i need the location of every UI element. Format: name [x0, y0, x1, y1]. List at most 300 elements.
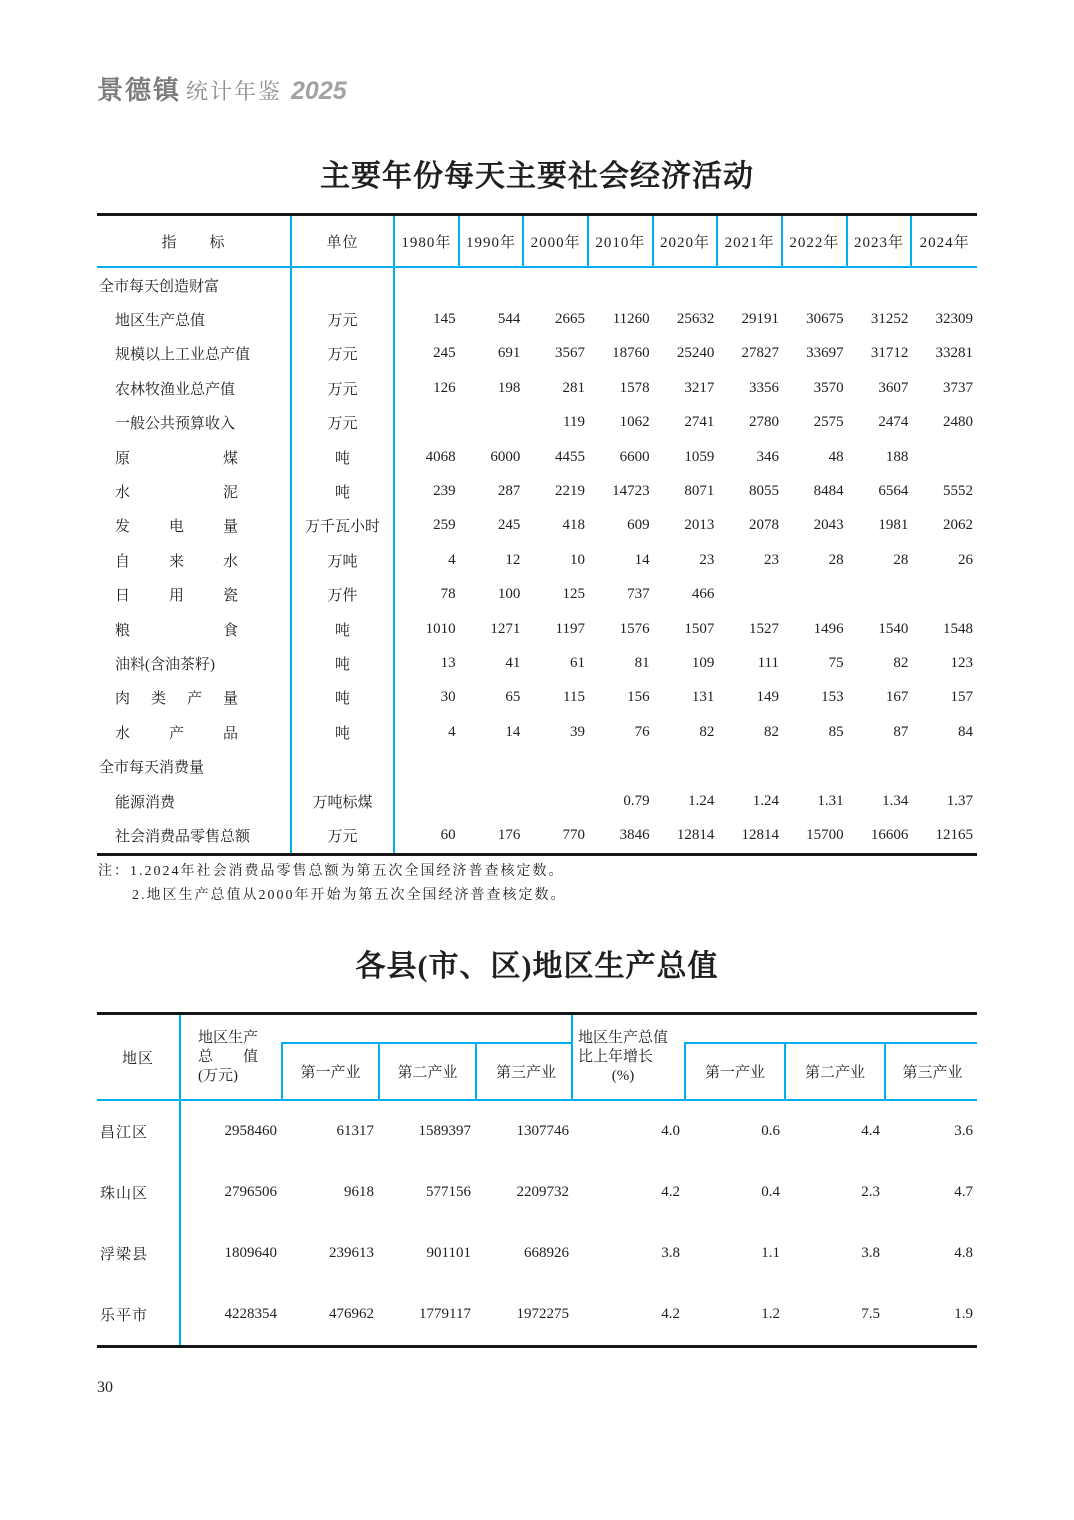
value-cell: 131 [691, 689, 715, 706]
value-cell: 3570 [813, 379, 844, 396]
value-cell [654, 749, 719, 783]
value-cell: 157 [950, 689, 973, 706]
region-label: 昌江区 [97, 1101, 181, 1162]
indicator-text: 地区生产总值 [115, 313, 206, 330]
table1-row [97, 749, 977, 783]
value-cell: 14 [505, 723, 521, 740]
value-cell: 87 [893, 723, 909, 740]
table1-row [97, 440, 977, 474]
growth-label-line2: 比上年增长 [578, 1048, 654, 1065]
indicator-text: 油料(含油茶籽) [115, 656, 215, 673]
table2-row [97, 1162, 977, 1223]
value-cell: 16606 [870, 826, 909, 843]
value-cell: 126 [433, 379, 456, 396]
value-cell: 1507 [684, 620, 715, 637]
value-cell: 25240 [676, 345, 715, 362]
value-cell: 2741 [684, 414, 715, 431]
value-cell: 2665 [554, 311, 585, 328]
indicator-label [97, 543, 292, 577]
value-cell: 125 [562, 586, 585, 603]
value-cell: 2575 [813, 414, 844, 431]
value-cell [524, 784, 589, 818]
indicator-text: 粮食 [115, 622, 238, 639]
value-cell: 5552 [942, 483, 973, 500]
value-cell [783, 578, 848, 612]
value-cell: 239 [433, 483, 456, 500]
value-cell: 1981 [878, 517, 909, 534]
table1-title: 主要年份每天主要社会经济活动 [320, 160, 754, 193]
gdp-label-line3: (万元) [198, 1067, 238, 1084]
value-cell: 2062 [942, 517, 973, 534]
value-cell: 245 [433, 345, 456, 362]
value-cell: 15700 [806, 826, 844, 843]
value-cell: 2958460 [224, 1123, 277, 1139]
table1-row [97, 474, 977, 508]
indicator-text: 一般公共预算收入 [115, 416, 236, 433]
value-cell: 6600 [619, 448, 650, 465]
growth-label-line3: (%) [611, 1067, 635, 1084]
unit-cell [292, 268, 395, 302]
value-cell: 281 [562, 379, 585, 396]
indicator-label [97, 440, 292, 474]
value-cell: 23 [699, 551, 715, 568]
value-cell: 12 [505, 551, 521, 568]
value-cell: 18760 [612, 345, 650, 362]
table1-row [97, 681, 977, 715]
indicator-label [97, 509, 292, 543]
table2-gdp-subheaders [281, 1042, 573, 1099]
indicator-label [97, 406, 292, 440]
subheader-primary-industry: 第一产业 [283, 1044, 380, 1099]
value-cell: 8484 [813, 483, 844, 500]
value-cell: 76 [634, 723, 650, 740]
value-cell: 82 [763, 723, 779, 740]
table1-row [97, 543, 977, 577]
table1-row [97, 818, 977, 852]
value-cell: 29191 [741, 311, 779, 328]
indicator-text: 自来水 [115, 553, 238, 570]
note-text-2: 2.地区生产总值从2000年开始为第五次全国经济普查核定数。 [132, 888, 567, 903]
unit-cell: 万千瓦小时 [292, 509, 395, 543]
growth-label-line1: 地区生产总值 [578, 1029, 669, 1046]
value-cell: 3217 [684, 379, 715, 396]
value-cell [718, 749, 783, 783]
indicator-text: 肉类产量 [115, 691, 238, 708]
indicator-label [97, 715, 292, 749]
value-cell: 198 [497, 379, 521, 396]
table2-growth-subheaders [684, 1042, 977, 1099]
indicator-text: 全市每天消费量 [99, 760, 205, 777]
value-cell: 41 [505, 654, 521, 671]
value-cell: 6000 [490, 448, 521, 465]
indicator-text: 原煤 [115, 450, 238, 467]
value-cell: 84 [957, 723, 973, 740]
table1-row [97, 406, 977, 440]
value-cell: 4.2 [661, 1306, 680, 1322]
value-cell: 3.8 [661, 1245, 680, 1261]
value-cell: 2043 [813, 517, 844, 534]
value-cell: 1307746 [516, 1123, 569, 1139]
value-cell [783, 749, 848, 783]
value-cell [460, 749, 525, 783]
value-cell: 0.4 [761, 1184, 780, 1200]
unit-cell: 万元 [292, 818, 395, 852]
value-cell: 1589397 [418, 1123, 471, 1139]
indicator-label [97, 784, 292, 818]
value-cell: 737 [627, 586, 650, 603]
value-cell: 9618 [344, 1184, 374, 1200]
value-cell: 85 [828, 723, 844, 740]
table1-row [97, 578, 977, 612]
value-cell: 167 [885, 689, 909, 706]
value-cell: 30 [440, 689, 456, 706]
indicator-label [97, 371, 292, 405]
table1-notes [98, 860, 567, 908]
value-cell: 100 [497, 586, 521, 603]
value-cell: 1.24 [688, 792, 715, 809]
value-cell [589, 268, 654, 302]
value-cell: 26 [957, 551, 973, 568]
value-cell: 1.31 [817, 792, 844, 809]
value-cell: 4.2 [661, 1184, 680, 1200]
indicator-label [97, 268, 292, 302]
value-cell: 145 [433, 311, 456, 328]
table2-header-region: 地区 [97, 1015, 181, 1099]
value-cell: 28 [828, 551, 844, 568]
value-cell: 4.8 [954, 1245, 973, 1261]
value-cell [848, 578, 913, 612]
value-cell: 123 [950, 654, 973, 671]
table1-column-header: 2020年 [654, 216, 719, 266]
value-cell: 81 [634, 654, 650, 671]
value-cell: 2209732 [516, 1184, 569, 1200]
value-cell: 1540 [878, 620, 909, 637]
value-cell: 32309 [935, 311, 973, 328]
value-cell: 0.6 [761, 1123, 780, 1139]
value-cell: 0.79 [623, 792, 650, 809]
indicator-label [97, 681, 292, 715]
value-cell: 82 [893, 654, 909, 671]
value-cell: 12165 [935, 826, 973, 843]
value-cell: 12814 [741, 826, 779, 843]
value-cell [848, 749, 913, 783]
indicator-label [97, 749, 292, 783]
value-cell: 23 [763, 551, 779, 568]
subheader-primary-industry: 第一产业 [686, 1044, 786, 1099]
value-cell: 65 [505, 689, 521, 706]
value-cell: 4228354 [224, 1306, 277, 1322]
value-cell: 48 [828, 448, 844, 465]
value-cell: 31712 [870, 345, 909, 362]
indicator-label [97, 818, 292, 852]
value-cell: 3.8 [861, 1245, 880, 1261]
notes-prefix: 注： [98, 864, 130, 879]
table2-group-gdp [181, 1015, 573, 1099]
value-cell: 2.3 [861, 1184, 880, 1200]
value-cell: 25632 [676, 311, 715, 328]
value-cell [718, 268, 783, 302]
note-line-2 [98, 884, 567, 908]
table1-row [97, 509, 977, 543]
value-cell: 901101 [426, 1245, 471, 1261]
value-cell [395, 784, 460, 818]
value-cell [395, 268, 460, 302]
unit-cell: 吨 [292, 646, 395, 680]
value-cell: 61 [569, 654, 585, 671]
unit-cell: 吨 [292, 474, 395, 508]
note-text-1: 1.2024年社会消费品零售总额为第五次全国经济普查核定数。 [130, 864, 565, 879]
value-cell: 1.2 [761, 1306, 780, 1322]
indicator-label [97, 612, 292, 646]
value-cell: 8071 [684, 483, 715, 500]
subheader-tertiary-industry: 第三产业 [902, 1065, 963, 1081]
value-cell [460, 784, 525, 818]
value-cell [912, 268, 977, 302]
value-cell: 1010 [425, 620, 456, 637]
unit-cell: 万元 [292, 302, 395, 336]
value-cell: 245 [497, 517, 521, 534]
indicator-text: 社会消费品零售总额 [115, 828, 251, 845]
value-cell: 544 [497, 311, 521, 328]
unit-cell: 吨 [292, 715, 395, 749]
subheader-tertiary-industry: 第三产业 [495, 1065, 556, 1081]
table1-row [97, 784, 977, 818]
value-cell: 156 [627, 689, 650, 706]
value-cell: 78 [440, 586, 456, 603]
table2 [97, 1012, 977, 1348]
indicator-label [97, 302, 292, 336]
value-cell [912, 440, 977, 474]
indicator-text: 农林牧渔业总产值 [115, 381, 236, 398]
value-cell: 14 [634, 551, 650, 568]
value-cell: 1271 [490, 620, 521, 637]
value-cell: 259 [433, 517, 456, 534]
value-cell: 1779117 [419, 1306, 471, 1322]
value-cell: 476962 [329, 1306, 374, 1322]
value-cell: 418 [562, 517, 585, 534]
unit-cell: 吨 [292, 681, 395, 715]
value-cell: 346 [756, 448, 779, 465]
table2-row [97, 1101, 977, 1162]
value-cell [395, 749, 460, 783]
value-cell: 1809640 [224, 1245, 277, 1261]
value-cell [718, 578, 783, 612]
value-cell: 3356 [748, 379, 779, 396]
value-cell: 30675 [806, 311, 844, 328]
table1-body [97, 268, 977, 853]
value-cell: 149 [756, 689, 779, 706]
value-cell: 1527 [748, 620, 779, 637]
brand-title: 统计年鉴 [186, 79, 283, 104]
table1-column-header: 2022年 [783, 216, 848, 266]
value-cell: 10 [569, 551, 585, 568]
value-cell: 2219 [554, 483, 585, 500]
value-cell: 1496 [813, 620, 844, 637]
value-cell: 28 [893, 551, 909, 568]
table1-row [97, 337, 977, 371]
value-cell: 4.0 [661, 1123, 680, 1139]
unit-cell [292, 749, 395, 783]
indicator-text: 发电量 [115, 519, 238, 536]
table2-row [97, 1284, 977, 1345]
indicator-text: 全市每天创造财富 [99, 278, 220, 295]
value-cell: 1.1 [761, 1245, 780, 1261]
value-cell: 1.34 [882, 792, 909, 809]
value-cell: 2480 [942, 414, 973, 431]
value-cell: 188 [885, 448, 909, 465]
indicator-label [97, 578, 292, 612]
subheader-secondary-industry: 第二产业 [380, 1044, 477, 1099]
value-cell: 691 [497, 345, 521, 362]
indicator-label [97, 474, 292, 508]
value-cell: 3607 [878, 379, 909, 396]
value-cell [912, 578, 977, 612]
value-cell: 1548 [942, 620, 973, 637]
unit-cell: 万吨 [292, 543, 395, 577]
yearbook-brand [97, 70, 347, 107]
table1-column-header: 指 标 [97, 216, 292, 266]
value-cell: 4.4 [861, 1123, 880, 1139]
table1-column-header: 2023年 [848, 216, 913, 266]
value-cell: 3567 [554, 345, 585, 362]
value-cell: 1972275 [516, 1306, 569, 1322]
value-cell: 75 [828, 654, 844, 671]
table2-gdp-group-label [181, 1015, 281, 1099]
value-cell: 1197 [555, 620, 585, 637]
value-cell: 287 [497, 483, 521, 500]
value-cell: 7.5 [861, 1306, 880, 1322]
indicator-text: 日用瓷 [115, 588, 238, 605]
value-cell [395, 406, 460, 440]
value-cell: 39 [569, 723, 585, 740]
value-cell: 115 [563, 689, 585, 706]
value-cell: 668926 [524, 1245, 569, 1261]
table1-row [97, 715, 977, 749]
table2-title: 各县(市、区)地区生产总值 [355, 950, 719, 983]
value-cell: 31252 [870, 311, 909, 328]
unit-cell: 万吨标煤 [292, 784, 395, 818]
value-cell: 770 [562, 826, 585, 843]
indicator-text: 水产品 [115, 725, 238, 742]
value-cell: 6564 [878, 483, 909, 500]
value-cell: 33281 [935, 345, 973, 362]
value-cell: 111 [757, 654, 779, 671]
table1-column-header: 1980年 [395, 216, 460, 266]
table1-column-header: 单位 [292, 216, 395, 266]
value-cell: 1.9 [954, 1306, 973, 1322]
table1-column-header: 2000年 [524, 216, 589, 266]
table1-column-header: 1990年 [460, 216, 525, 266]
table1-row [97, 371, 977, 405]
value-cell: 4.7 [954, 1184, 973, 1200]
value-cell: 4455 [554, 448, 585, 465]
value-cell: 1059 [684, 448, 715, 465]
subheader-secondary-industry: 第二产业 [786, 1044, 886, 1099]
brand-city: 景德镇 [97, 75, 182, 105]
value-cell: 33697 [806, 345, 844, 362]
unit-cell: 万件 [292, 578, 395, 612]
value-cell: 60 [440, 826, 456, 843]
table1-header-row [97, 216, 977, 268]
table2-body [97, 1101, 977, 1345]
table1-row [97, 612, 977, 646]
value-cell: 153 [821, 689, 844, 706]
gdp-label-line1: 地区生产 [198, 1029, 259, 1046]
unit-cell: 万元 [292, 371, 395, 405]
value-cell: 61317 [336, 1123, 374, 1139]
value-cell: 1578 [619, 379, 650, 396]
value-cell: 2013 [684, 517, 715, 534]
table1-row [97, 268, 977, 302]
value-cell [460, 268, 525, 302]
value-cell: 1062 [619, 414, 650, 431]
unit-cell: 吨 [292, 612, 395, 646]
value-cell: 2078 [748, 517, 779, 534]
brand-year: 2025 [291, 77, 347, 105]
region-label: 珠山区 [97, 1162, 181, 1223]
table1-row [97, 646, 977, 680]
value-cell: 11260 [612, 311, 650, 328]
table1-row [97, 302, 977, 336]
value-cell: 8055 [748, 483, 779, 500]
value-cell: 2474 [878, 414, 909, 431]
value-cell: 609 [627, 517, 650, 534]
table1-column-header: 2021年 [718, 216, 783, 266]
gdp-label-line2: 总 值 [198, 1048, 259, 1065]
value-cell [524, 268, 589, 302]
value-cell: 2796506 [224, 1184, 277, 1200]
value-cell: 4068 [425, 448, 456, 465]
value-cell: 3.6 [954, 1123, 973, 1139]
value-cell [589, 749, 654, 783]
indicator-text: 能源消费 [115, 794, 176, 811]
value-cell [654, 268, 719, 302]
region-label: 浮梁县 [97, 1223, 181, 1284]
indicator-text: 水泥 [115, 485, 238, 502]
value-cell: 1.37 [946, 792, 973, 809]
value-cell [783, 268, 848, 302]
table2-group-growth [573, 1015, 977, 1099]
value-cell: 82 [699, 723, 715, 740]
table2-header [97, 1015, 977, 1101]
value-cell: 3737 [942, 379, 973, 396]
indicator-label [97, 646, 292, 680]
table2-growth-group-label [573, 1015, 684, 1099]
value-cell: 4 [448, 551, 456, 568]
value-cell [524, 749, 589, 783]
value-cell: 239613 [329, 1245, 374, 1261]
value-cell: 13 [440, 654, 456, 671]
table1-column-header: 2010年 [589, 216, 654, 266]
value-cell: 466 [691, 586, 715, 603]
value-cell: 109 [691, 654, 715, 671]
table1-column-header: 2024年 [919, 234, 970, 251]
value-cell: 14723 [612, 483, 650, 500]
indicator-label [97, 337, 292, 371]
page-number: 30 [97, 1379, 113, 1396]
unit-cell: 万元 [292, 406, 395, 440]
value-cell: 577156 [426, 1184, 471, 1200]
value-cell: 27827 [741, 345, 779, 362]
table1 [97, 213, 977, 856]
table2-row [97, 1223, 977, 1284]
value-cell: 2780 [748, 414, 779, 431]
value-cell: 1576 [619, 620, 650, 637]
value-cell: 119 [563, 414, 585, 431]
value-cell [848, 268, 913, 302]
indicator-text: 规模以上工业总产值 [115, 347, 251, 364]
region-label: 乐平市 [97, 1284, 181, 1345]
